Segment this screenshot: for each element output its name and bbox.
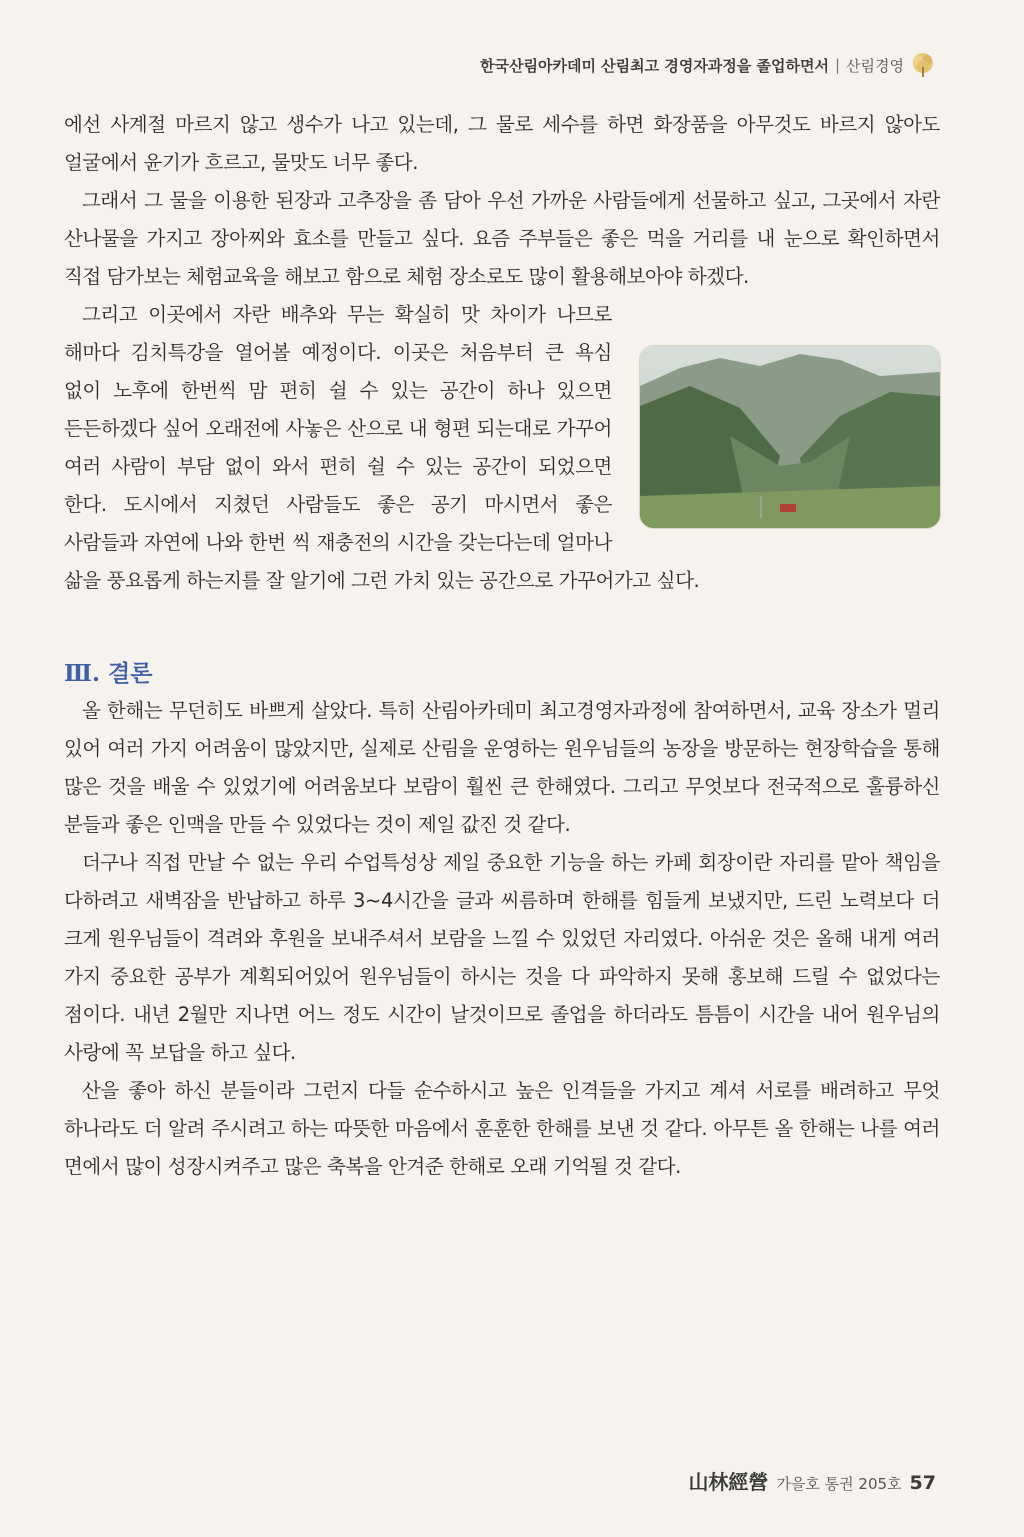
page-header [480,52,936,78]
paragraph-conclusion-3: 산을 좋아 하신 분들이라 그런지 다들 순수하시고 높은 인격들을 가지고 계셔 서로를 배려하고 무엇 하나라도 더 알려 주시려고 하는 따뜻한 마음에서 훈훈한 한해를 보낸 것 같다. 아무튼 올 한해는 나를 여러 면에서 많이 성장시켜주고 많은 축복을 안겨준 한해로 오래 기억될 것 같다. [64,1079,940,1178]
paragraph-kimchi-plan: 그리고 이곳에서 자란 배추와 무는 확실히 맛 차이가 나므로 해마다 김치특강을 열어볼 예정이다. 이곳은 처음부터 큰 욕심 없이 노후에 한번씩 맘 편히 쉴 수 있는 공간이 하나 있으면 든든하겠다 싶어 오래전에 사놓은 산으로 내 형편 되는대로 가꾸어 여러 사람이 부담 없이 와서 편히 쉴 수 있는 공간이 되었으면 한다. 도시에서 지쳤던 사람들도 좋은 공기 마시면서 좋은 사람들과 자연에 나와 한번 씩 재충전의 시간을 갖는다는데 얼마나 삶을 풍요롭게 하는지를 잘 알기에 그런 가치 있는 공간으로 가꾸어가고 싶다. [64,303,700,592]
header-title: 한국산림아카데미 산림최고 경영자과정을 졸업하면서 [480,56,829,75]
paragraph-conclusion-1: 올 한해는 무던히도 바쁘게 살았다. 특히 산림아카데미 최고경영자과정에 참여하면서, 교육 장소가 멀리 있어 여러 가지 어려움이 많았지만, 실제로 산림을 운영하는 원우님들의 농장을 방문하는 현장학습을 통해 많은 것을 배울 수 있었기에 어려움보다 보람이 훨씬 큰 한해였다. 그리고 무엇보다 전국적으로 훌륭하신 분들과 좋은 인맥을 만들 수 있었다는 것이 제일 값진 것 같다. [64,699,940,836]
header-separator: | [834,56,841,74]
photo-wrap-block [64,296,940,600]
paragraph-gift-plan: 그래서 그 물을 이용한 된장과 고추장을 좀 담아 우선 가까운 사람들에게 선물하고 싶고, 그곳에서 자란 산나물을 가지고 장아찌와 효소를 만들고 싶다. 요즘 주부들은 좋은 먹을 거리를 내 눈으로 확인하면서 직접 담가보는 체험교육을 해보고 함으로 체험 장소로도 많이 활용해보아야 하겠다. [64,189,940,288]
issue-label: 가을호 통권 205호 [776,1475,902,1493]
tree-icon [910,52,936,78]
page-number: 57 [909,1472,936,1494]
page-footer [688,1466,936,1495]
mountain-valley-photo [640,346,940,528]
magazine-title: 山林經營 [688,1470,769,1494]
header-section: 산림경영 [846,56,904,75]
paragraph-conclusion-2: 더구나 직접 만날 수 없는 우리 수업특성상 제일 중요한 기능을 하는 카페 회장이란 자리를 맡아 책임을 다하려고 새벽잠을 반납하고 하루 3~4시간을 글과 씨름하며 한해를 힘들게 보냈지만, 드린 노력보다 더 크게 원우님들이 격려와 후원을 보내주셔서 보람을 느낄 수 있었던 자리였다. 아쉬운 것은 올해 내게 여러 가지 중요한 공부가 계획되어있어 원우님들이 하시는 것을 다 파악하지 못해 홍보해 드릴 수 없었다는 점이다. 내년 2월만 지나면 어느 정도 시간이 날것이므로 졸업을 하더라도 틈틈이 시간을 내어 원우님의 사랑에 꼭 보답을 하고 싶다. [64,851,940,1064]
section-title-conclusion: Ⅲ. 결론 [64,660,153,687]
article-body [64,106,940,1186]
paragraph-continuation: 에선 사계절 마르지 않고 생수가 나고 있는데, 그 물로 세수를 하면 화장품을 아무것도 바르지 않아도 얼굴에서 윤기가 흐르고, 물맛도 너무 좋다. [64,113,940,174]
